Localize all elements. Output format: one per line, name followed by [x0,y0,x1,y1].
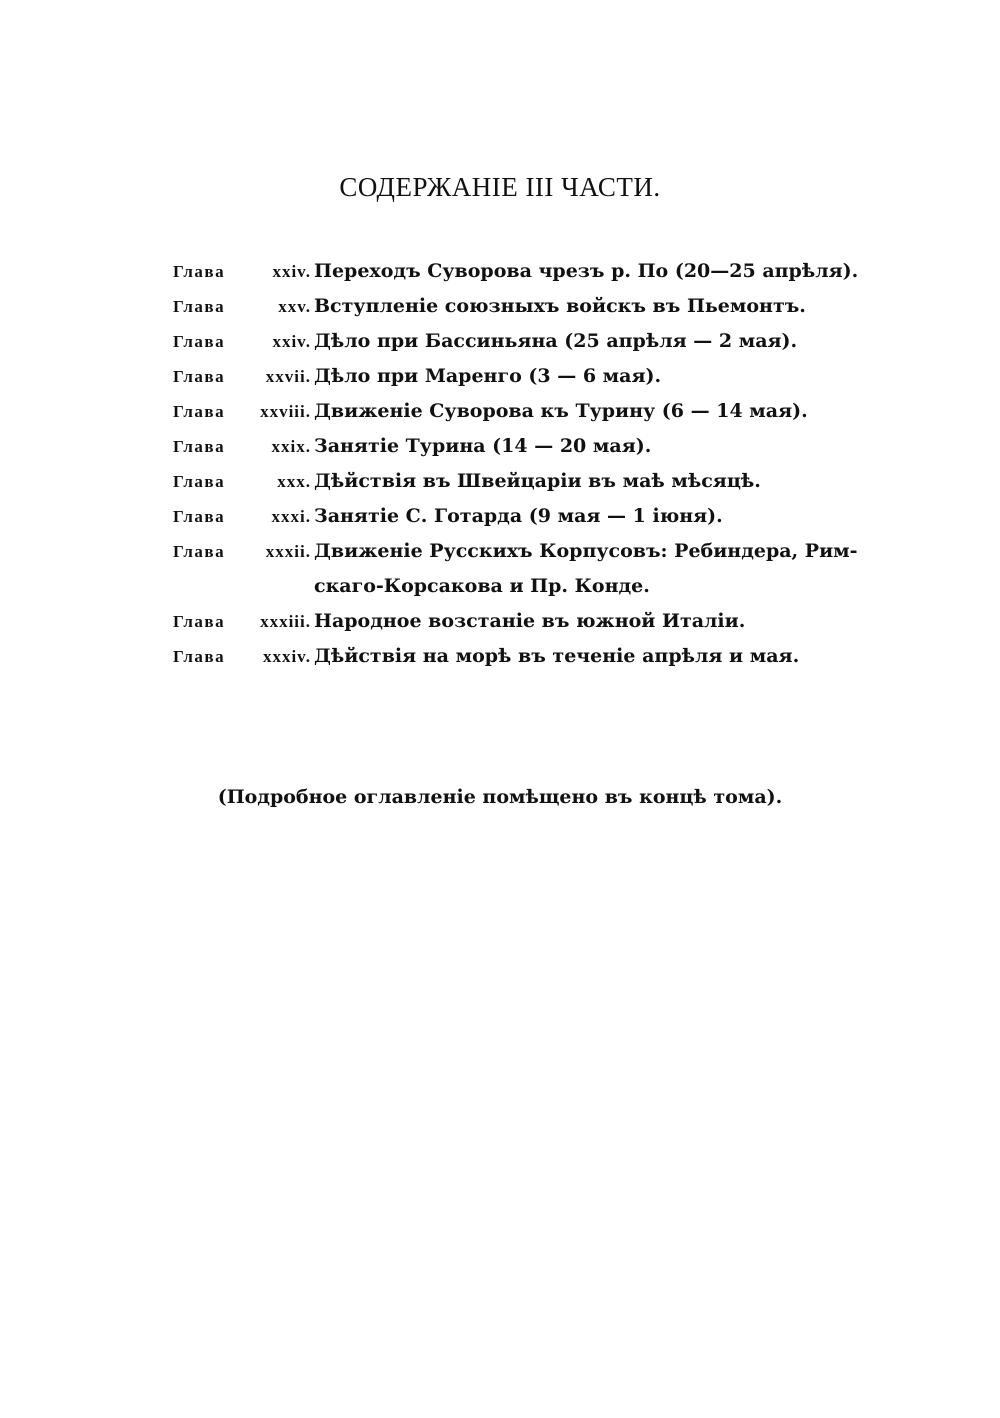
toc-entry [173,289,853,324]
chapter-title: Переходъ Суворова чрезъ р. По (20—25 апрѣля). [314,260,859,282]
toc-entry [173,604,853,639]
toc-entry [173,499,853,534]
toc-entry [173,359,853,394]
chapter-number: xxx. [277,472,311,491]
chapter-label: Глава [173,332,226,351]
table-of-contents [173,254,859,674]
chapter-label: Глава [173,297,226,316]
toc-entry [173,534,858,569]
chapter-title: Дѣйствія въ Швейцаріи въ маѣ мѣсяцѣ. [314,470,761,492]
chapter-title: Занятіе С. Готарда (9 мая — 1 іюня). [314,505,723,527]
footer-note: (Подробное оглавленіе помѣщено въ концѣ тома). [217,786,783,808]
chapter-number: xxiv. [272,332,311,351]
chapter-number: xxxiv. [262,647,311,666]
chapter-title: Движеніе Суворова къ Турину (6 — 14 мая). [314,400,808,422]
chapter-title: Дѣло при Маренго (3 — 6 мая). [314,365,662,387]
chapter-title: Народное возстаніе въ южной Италіи. [314,610,746,632]
chapter-title-continuation: скаго-Корсакова и Пр. Конде. [314,575,650,597]
toc-entry [173,429,853,464]
chapter-label: Глава [173,472,226,491]
chapter-label: Глава [173,437,226,456]
chapter-label: Глава [173,507,226,526]
chapter-number: xxxiii. [260,612,311,631]
chapter-label: Глава [173,402,226,421]
chapter-label: Глава [173,542,226,561]
chapter-number: xxv. [278,297,311,316]
chapter-title: Вступленіе союзныхъ войскъ въ Пьемонтъ. [314,295,806,317]
chapter-title: Дѣйствія на морѣ въ теченіе апрѣля и мая. [314,645,800,667]
chapter-label: Глава [173,612,226,631]
chapter-number: xxviii. [260,402,311,421]
chapter-number: xxxi. [271,507,311,526]
chapter-number: xxxii. [265,542,311,561]
toc-entry [173,464,853,499]
chapter-number: xxvii. [265,367,311,386]
chapter-title: Занятіе Турина (14 — 20 мая). [314,435,652,457]
chapter-number: xxiv. [272,262,311,281]
chapter-label: Глава [173,367,226,386]
chapter-title: Дѣло при Бассиньяна (25 апрѣля — 2 мая). [314,330,798,352]
toc-entry [173,324,853,359]
chapter-label: Глава [173,647,226,666]
toc-entry [173,254,859,289]
page-title: СОДЕРЖАНІЕ III ЧАСТИ. [339,172,661,202]
toc-entry [173,394,853,429]
chapter-title: Движеніе Русскихъ Корпусовъ: Ребиндера, Рим- [314,540,858,562]
toc-entry [173,639,853,674]
toc-entry-continuation [173,569,853,604]
chapter-label: Глава [173,262,226,281]
chapter-number: xxix. [271,437,311,456]
